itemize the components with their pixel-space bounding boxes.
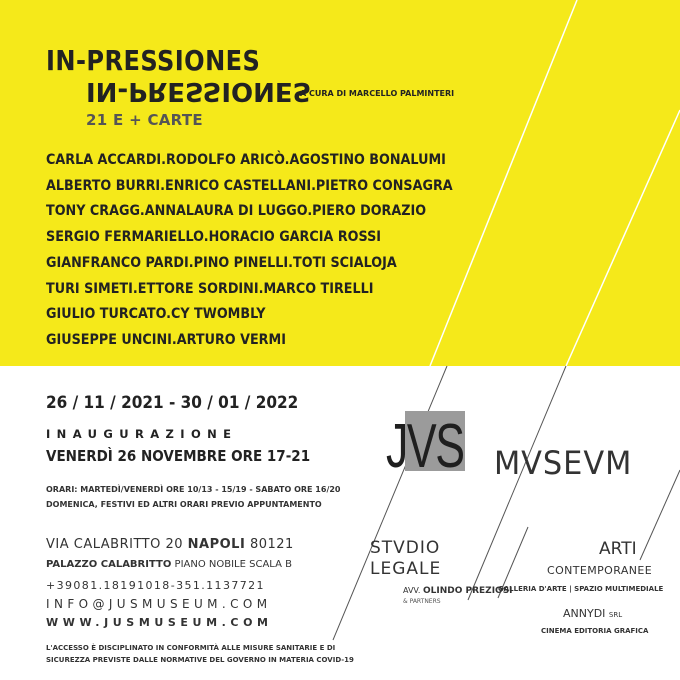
contemporanee-label: CONTEMPORANEE	[547, 564, 653, 577]
curator-credit: A CURA DI MARCELLO PALMINTERI	[300, 89, 455, 98]
covid-notice-continued: SICUREZZA PREVISTE DALLE NORMATIVE DEL GOVERNO IN MATERIA COVID-19	[46, 656, 354, 664]
annydi-srl: SRL	[608, 611, 623, 619]
museum-logo-jvs: JVS	[386, 412, 464, 481]
inauguration-date: VENERDÌ 26 NOVEMBRE ORE 17-21	[46, 447, 311, 465]
zip-code: 80121	[249, 537, 294, 552]
exhibition-title: IN-PRESSIONES	[46, 44, 261, 77]
venue-address	[46, 537, 294, 552]
opening-hours-note: DOMENICA, FESTIVI ED ALTRI ORARI PREVIO APPUNTAMENTO	[46, 500, 322, 509]
covid-notice: L'ACCESSO È DISCIPLINATO IN CONFORMITÀ ALLE MISURE SANITARIE E DI	[46, 644, 336, 652]
museum-logo-wordmark: MVSEVM	[494, 444, 633, 482]
arti-label: ARTI	[599, 539, 637, 559]
artist-line: GIANFRANCO PARDI.PINO PINELLI.TOTI SCIALOJA	[46, 254, 397, 271]
artist-line: ALBERTO BURRI.ENRICO CASTELLANI.PIETRO CONSAGRA	[46, 177, 453, 194]
palazzo-name: PALAZZO CALABRITTO	[46, 559, 172, 570]
annydi-label	[563, 607, 622, 620]
exhibition-dates: 26 / 11 / 2021 - 30 / 01 / 2022	[46, 393, 299, 413]
mirrored-title: IN-PRESSIONES	[86, 76, 312, 106]
cinema-label: CINEMA EDITORIA GRAFICA	[541, 627, 649, 635]
artist-line: CARLA ACCARDI.RODOLFO ARICÒ.AGOSTINO BONALUMI	[46, 152, 446, 168]
exhibition-subtitle: 21 E + CARTE	[86, 111, 203, 129]
palazzo-floor: PIANO NOBILE SCALA B	[174, 559, 292, 570]
annydi-name: ANNYDI	[563, 607, 606, 620]
studio-legale-line1: STVDIO	[370, 538, 441, 558]
website-link[interactable]: WWW.JUSMUSEUM.COM	[46, 616, 273, 629]
lawyer-prefix: AVV.	[403, 586, 421, 595]
opening-hours: ORARI: MARTEDÌ/VENERDÌ ORE 10/13 - 15/19 - SABATO ORE 16/20	[46, 485, 341, 494]
studio-legale-line2: LEGALE	[370, 559, 442, 579]
email-link[interactable]: INFO@JUSMUSEUM.COM	[46, 597, 272, 611]
street-name: VIA CALABRITTO 20	[46, 537, 184, 552]
artist-line: TURI SIMETI.ETTORE SORDINI.MARCO TIRELLI	[46, 280, 374, 297]
city-name: NAPOLI	[187, 537, 246, 552]
artist-line: GIUSEPPE UNCINI.ARTURO VERMI	[46, 331, 286, 348]
lawyer-fullname: OLINDO PREZIOSI	[422, 586, 513, 596]
phone-numbers[interactable]: +39081.18191018-351.1137721	[46, 579, 265, 592]
artist-list	[46, 148, 508, 354]
lawyer-name	[403, 586, 513, 596]
artist-line: GIULIO TURCATO.CY TWOMBLY	[46, 306, 266, 323]
artist-line: SERGIO FERMARIELLO.HORACIO GARCIA ROSSI	[46, 229, 382, 246]
artist-line: TONY CRAGG.ANNALAURA DI LUGGO.PIERO DORAZIO	[46, 203, 427, 220]
venue-building	[46, 559, 292, 570]
partners-label: & PARTNERS	[403, 598, 441, 605]
galleria-label: GALLERIA D'ARTE | SPAZIO MULTIMEDIALE	[498, 585, 664, 593]
inauguration-label: INAUGURAZIONE	[46, 427, 238, 441]
